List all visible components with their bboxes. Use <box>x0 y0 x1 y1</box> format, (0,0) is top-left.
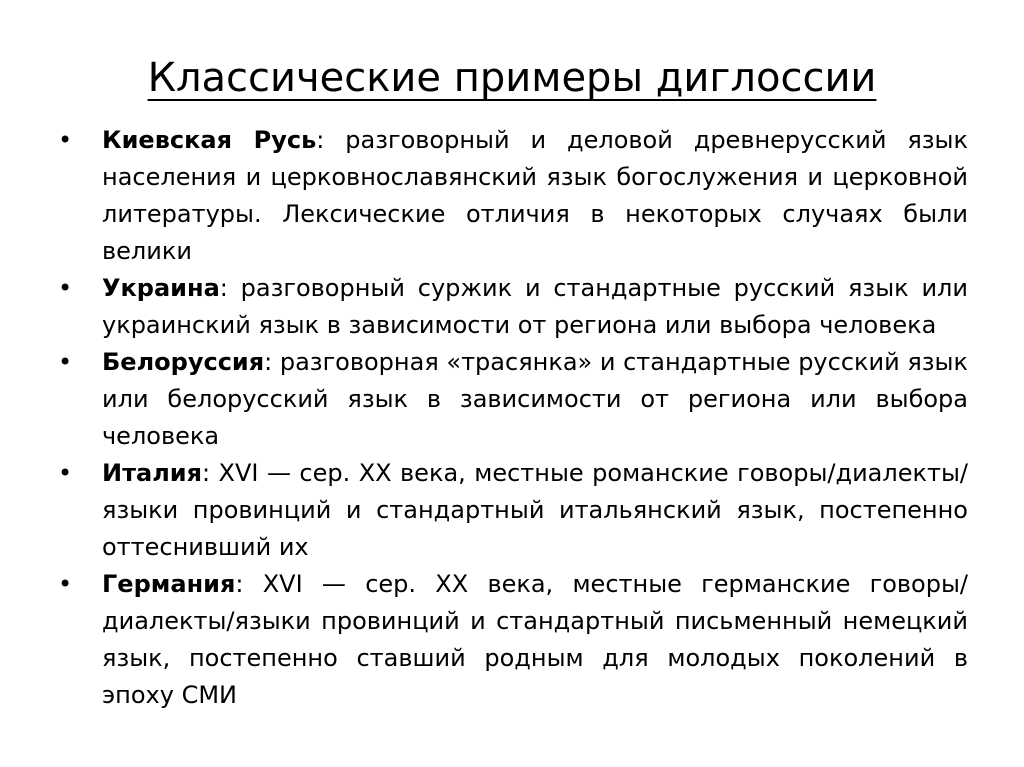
bullet-term: Украина <box>102 274 220 302</box>
bullet-item <box>58 344 968 455</box>
bullet-dot-icon: • <box>58 459 73 487</box>
slide-title <box>0 50 1024 106</box>
bullet-text: : разговорный суржик и стандартные русский язык или украинский язык в зависимости от региона или выбора человека <box>102 274 968 339</box>
bullet-item <box>58 566 968 714</box>
bullet-text: : XVI — сер. XX века, местные романские говоры/диалекты/языки провинций и стандартный итальянский язык, постепенно оттеснивший их <box>102 459 968 561</box>
bullet-list <box>58 122 968 714</box>
bullet-dot-icon: • <box>58 126 73 154</box>
bullet-term: Белоруссия <box>102 348 265 376</box>
bullet-term: Германия <box>102 570 236 598</box>
bullet-item <box>58 122 968 270</box>
bullet-text: : разговорный и деловой древнерусский язык населения и церковнославянский язык богослужения и церковной литературы. Лексические отличия в некоторых случаях были велики <box>102 126 968 265</box>
bullet-term: Киевская Русь <box>102 126 317 154</box>
bullet-text: : XVI — сер. XX века, местные германские говоры/диалекты/языки провинций и стандартный письменный немецкий язык, постепенно ставший родным для молодых поколений в эпоху СМИ <box>102 570 968 709</box>
bullet-text: : разговорная «трасянка» и стандартные русский язык или белорусский язык в зависимости от региона или выбора человека <box>102 348 968 450</box>
bullet-term: Италия <box>102 459 202 487</box>
bullet-item <box>58 455 968 566</box>
bullet-dot-icon: • <box>58 570 73 598</box>
bullet-dot-icon: • <box>58 274 73 302</box>
slide-title-text: Классические примеры диглоссии <box>147 55 877 101</box>
bullet-dot-icon: • <box>58 348 73 376</box>
bullet-item <box>58 270 968 344</box>
